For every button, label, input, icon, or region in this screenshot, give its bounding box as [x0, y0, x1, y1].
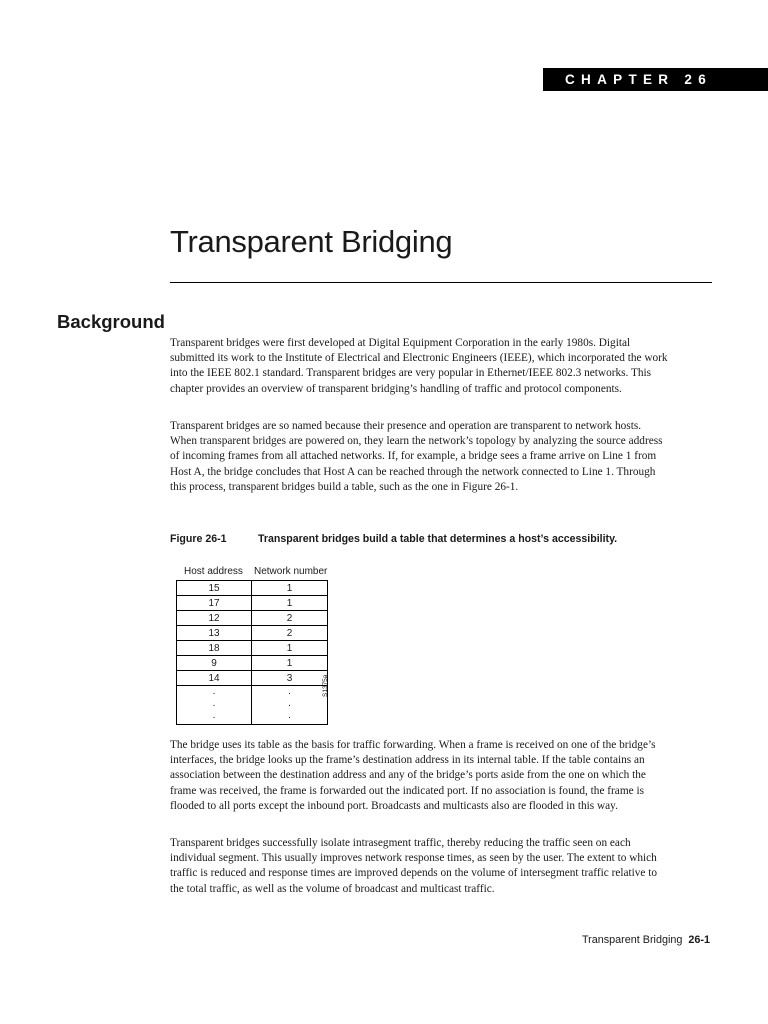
page-footer [582, 934, 710, 946]
paragraph-4: Transparent bridges successfully isolate intrasegment traffic, thereby reducing the traffic seen on each individual segment. This usually improves network response times, as seen by the user. The extent to which traffic is reduced and response times are improved depends on the volume of intersegment traffic relative to the total traffic, as well as the volume of broadcast and multicast traffic. [170, 837, 658, 895]
network-cell: 2 [252, 611, 328, 626]
paragraph-1: Transparent bridges were first developed at Digital Equipment Corporation in the early 1980s. Digital submitted its work to the Institute of Electrical and Electronic Engineers (IEEE), which incorporated the work into the IEEE 802.1 standard. Transparent bridges are very popular in Ethernet/IEEE 802.3 networks. This chapter provides an overview of transparent bridging’s handling of traffic and protocol components. [170, 337, 668, 395]
table-row [177, 596, 328, 611]
host-cell: 14 [177, 671, 252, 686]
paragraph-3: The bridge uses its table as the basis for traffic forwarding. When a frame is received on one of the bridge’s interfaces, the bridge looks up the frame’s destination address in its internal table. If the table contains an association between the destination address and any of the bridge’s ports aside from the one on which the frame was received, the frame is forwarded out the indicated port. If no association is found, the frame is flooded to all ports except the inbound port. Broadcasts and multicasts also are flooded in this way. [170, 739, 656, 812]
network-cell: 2 [252, 626, 328, 641]
figure-caption-text: Transparent bridges build a table that determines a host’s accessibility. [258, 533, 618, 545]
network-cell: 1 [252, 581, 328, 596]
paragraph-2: Transparent bridges are so named because their presence and operation are transparent to network hosts. When transparent bridges are powered on, they learn the network’s topology by analyzing the source address of incoming frames from all attached networks. If, for example, a bridge sees a frame arrive on Line 1 from Host A, the bridge concludes that Host A can be reached through the network connected to Line 1. Through this process, transparent bridges build a table, such as the one in Figure 26-1. [170, 420, 663, 493]
figure-caption [170, 533, 690, 545]
table-row-ellipsis [177, 686, 328, 725]
host-ellipsis: . . . [177, 686, 252, 725]
table-row [177, 611, 328, 626]
network-cell: 1 [252, 596, 328, 611]
section-heading: Background [57, 311, 165, 332]
host-cell: 15 [177, 581, 252, 596]
page-number: 26-1 [688, 934, 710, 946]
column-header-network: Network number [254, 566, 328, 577]
host-cell: 18 [177, 641, 252, 656]
column-header-host: Host address [184, 566, 243, 577]
host-cell: 12 [177, 611, 252, 626]
footer-title: Transparent Bridging [581, 934, 683, 946]
figure-art-code: S1375a [322, 674, 329, 697]
network-cell: 1 [252, 641, 328, 656]
network-cell: 1 [252, 656, 328, 671]
table-row [177, 581, 328, 596]
table-row [177, 641, 328, 656]
chapter-title: Transparent Bridging [170, 224, 453, 259]
chapter-label: CHAPTER 26 [543, 68, 768, 91]
network-ellipsis: . . . [252, 686, 328, 725]
host-cell: 17 [177, 596, 252, 611]
table-row [177, 656, 328, 671]
host-cell: 13 [177, 626, 252, 641]
figure-number: Figure 26-1 [170, 533, 227, 545]
network-cell: 3 [252, 671, 328, 686]
table-row [177, 626, 328, 641]
table-row [177, 671, 328, 686]
host-cell: 9 [177, 656, 252, 671]
bridge-table [176, 580, 328, 725]
title-rule [170, 282, 712, 283]
